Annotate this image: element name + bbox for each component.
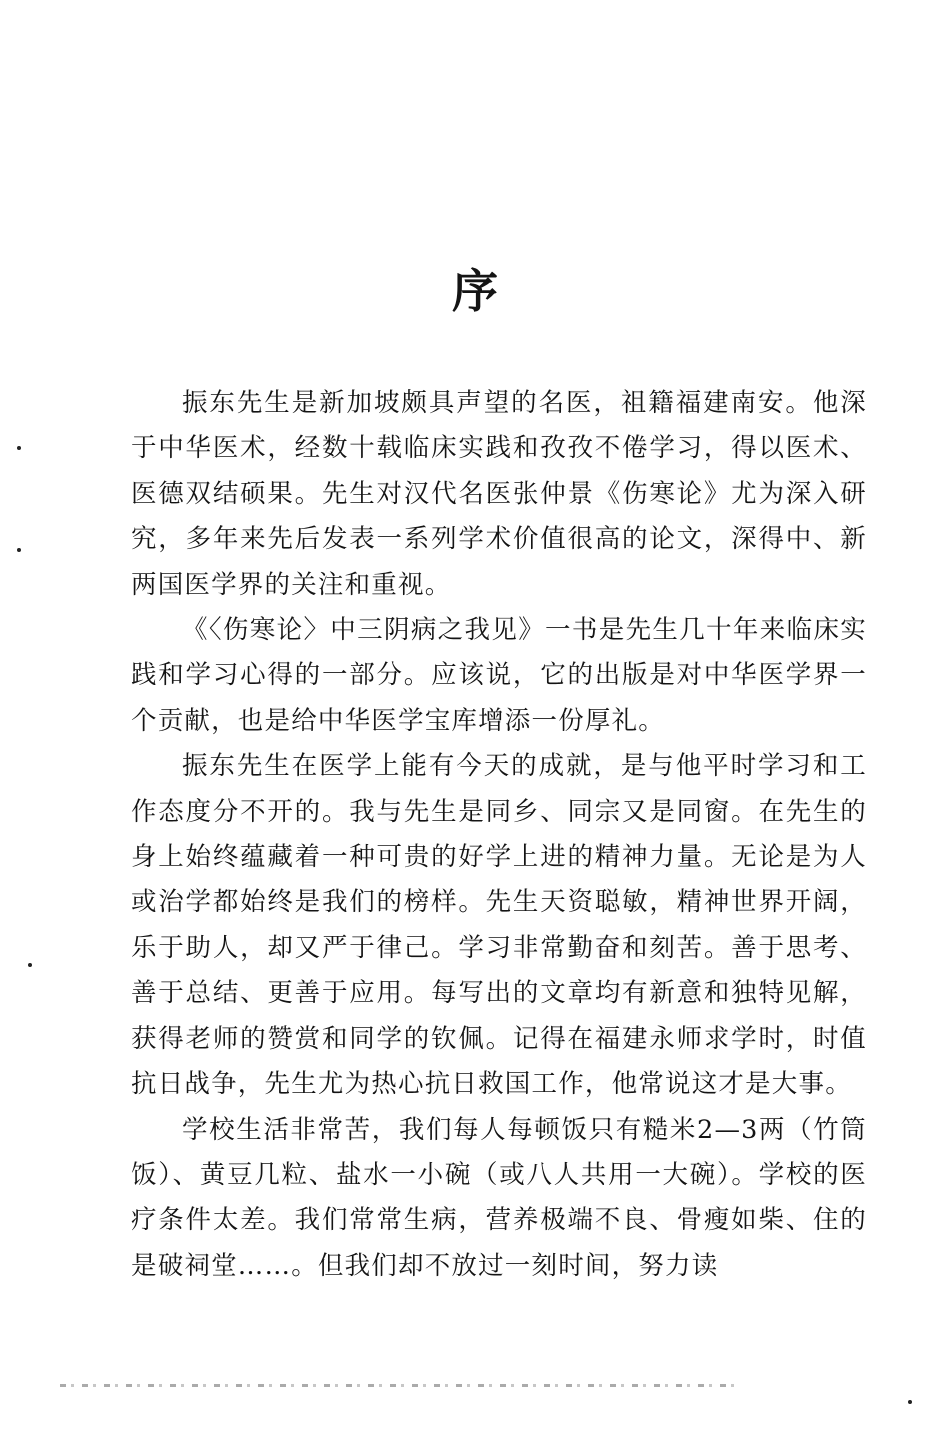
paragraph-4: 学校生活非常苦，我们每人每顿饭只有糙米2—3两（竹筒饭）、黄豆几粒、盐水一小碗（或八人共用一大碗）。学校的医疗条件太差。我们常常生病，营养极端不良、骨瘦如柴、住的是破祠堂……。但我们却不放过一刻时间，努力读 [131,1114,867,1281]
body-text [131,381,867,1289]
page-title: 序 [452,264,498,318]
margin-speck [17,446,21,450]
paragraph-2: 《〈伤寒论〉中三阴病之我见》一书是先生几十年来临床实践和学习心得的一部分。应该说，它的出版是对中华医学界一个贡献，也是给中华医学宝库增添一份厚礼。 [131,615,867,736]
scan-artifact-line [60,1384,740,1387]
margin-speck [908,1400,912,1404]
margin-speck [17,548,21,552]
paragraph-1: 振东先生是新加坡颇具声望的名医，祖籍福建南安。他深于中华医术，经数十载临床实践和孜孜不倦学习，得以医术、医德双结硕果。先生对汉代名医张仲景《伤寒论》尤为深入研究，多年来先后发表一系列学术价值很高的论文，深得中、新两国医学界的关注和重视。 [131,388,867,600]
margin-speck [28,963,32,967]
paragraph-3: 振东先生在医学上能有今天的成就，是与他平时学习和工作态度分不开的。我与先生是同乡、同宗又是同窗。在先生的身上始终蕴藏着一种可贵的好学上进的精神力量。无论是为人或治学都始终是我们的榜样。先生天资聪敏，精神世界开阔，乐于助人，却又严于律己。学习非常勤奋和刻苦。善于思考、善于总结、更善于应用。每写出的文章均有新意和独特见解，获得老师的赞赏和同学的钦佩。记得在福建永师求学时，时值抗日战争，先生尤为热心抗日救国工作，他常说这才是大事。 [131,751,867,1100]
